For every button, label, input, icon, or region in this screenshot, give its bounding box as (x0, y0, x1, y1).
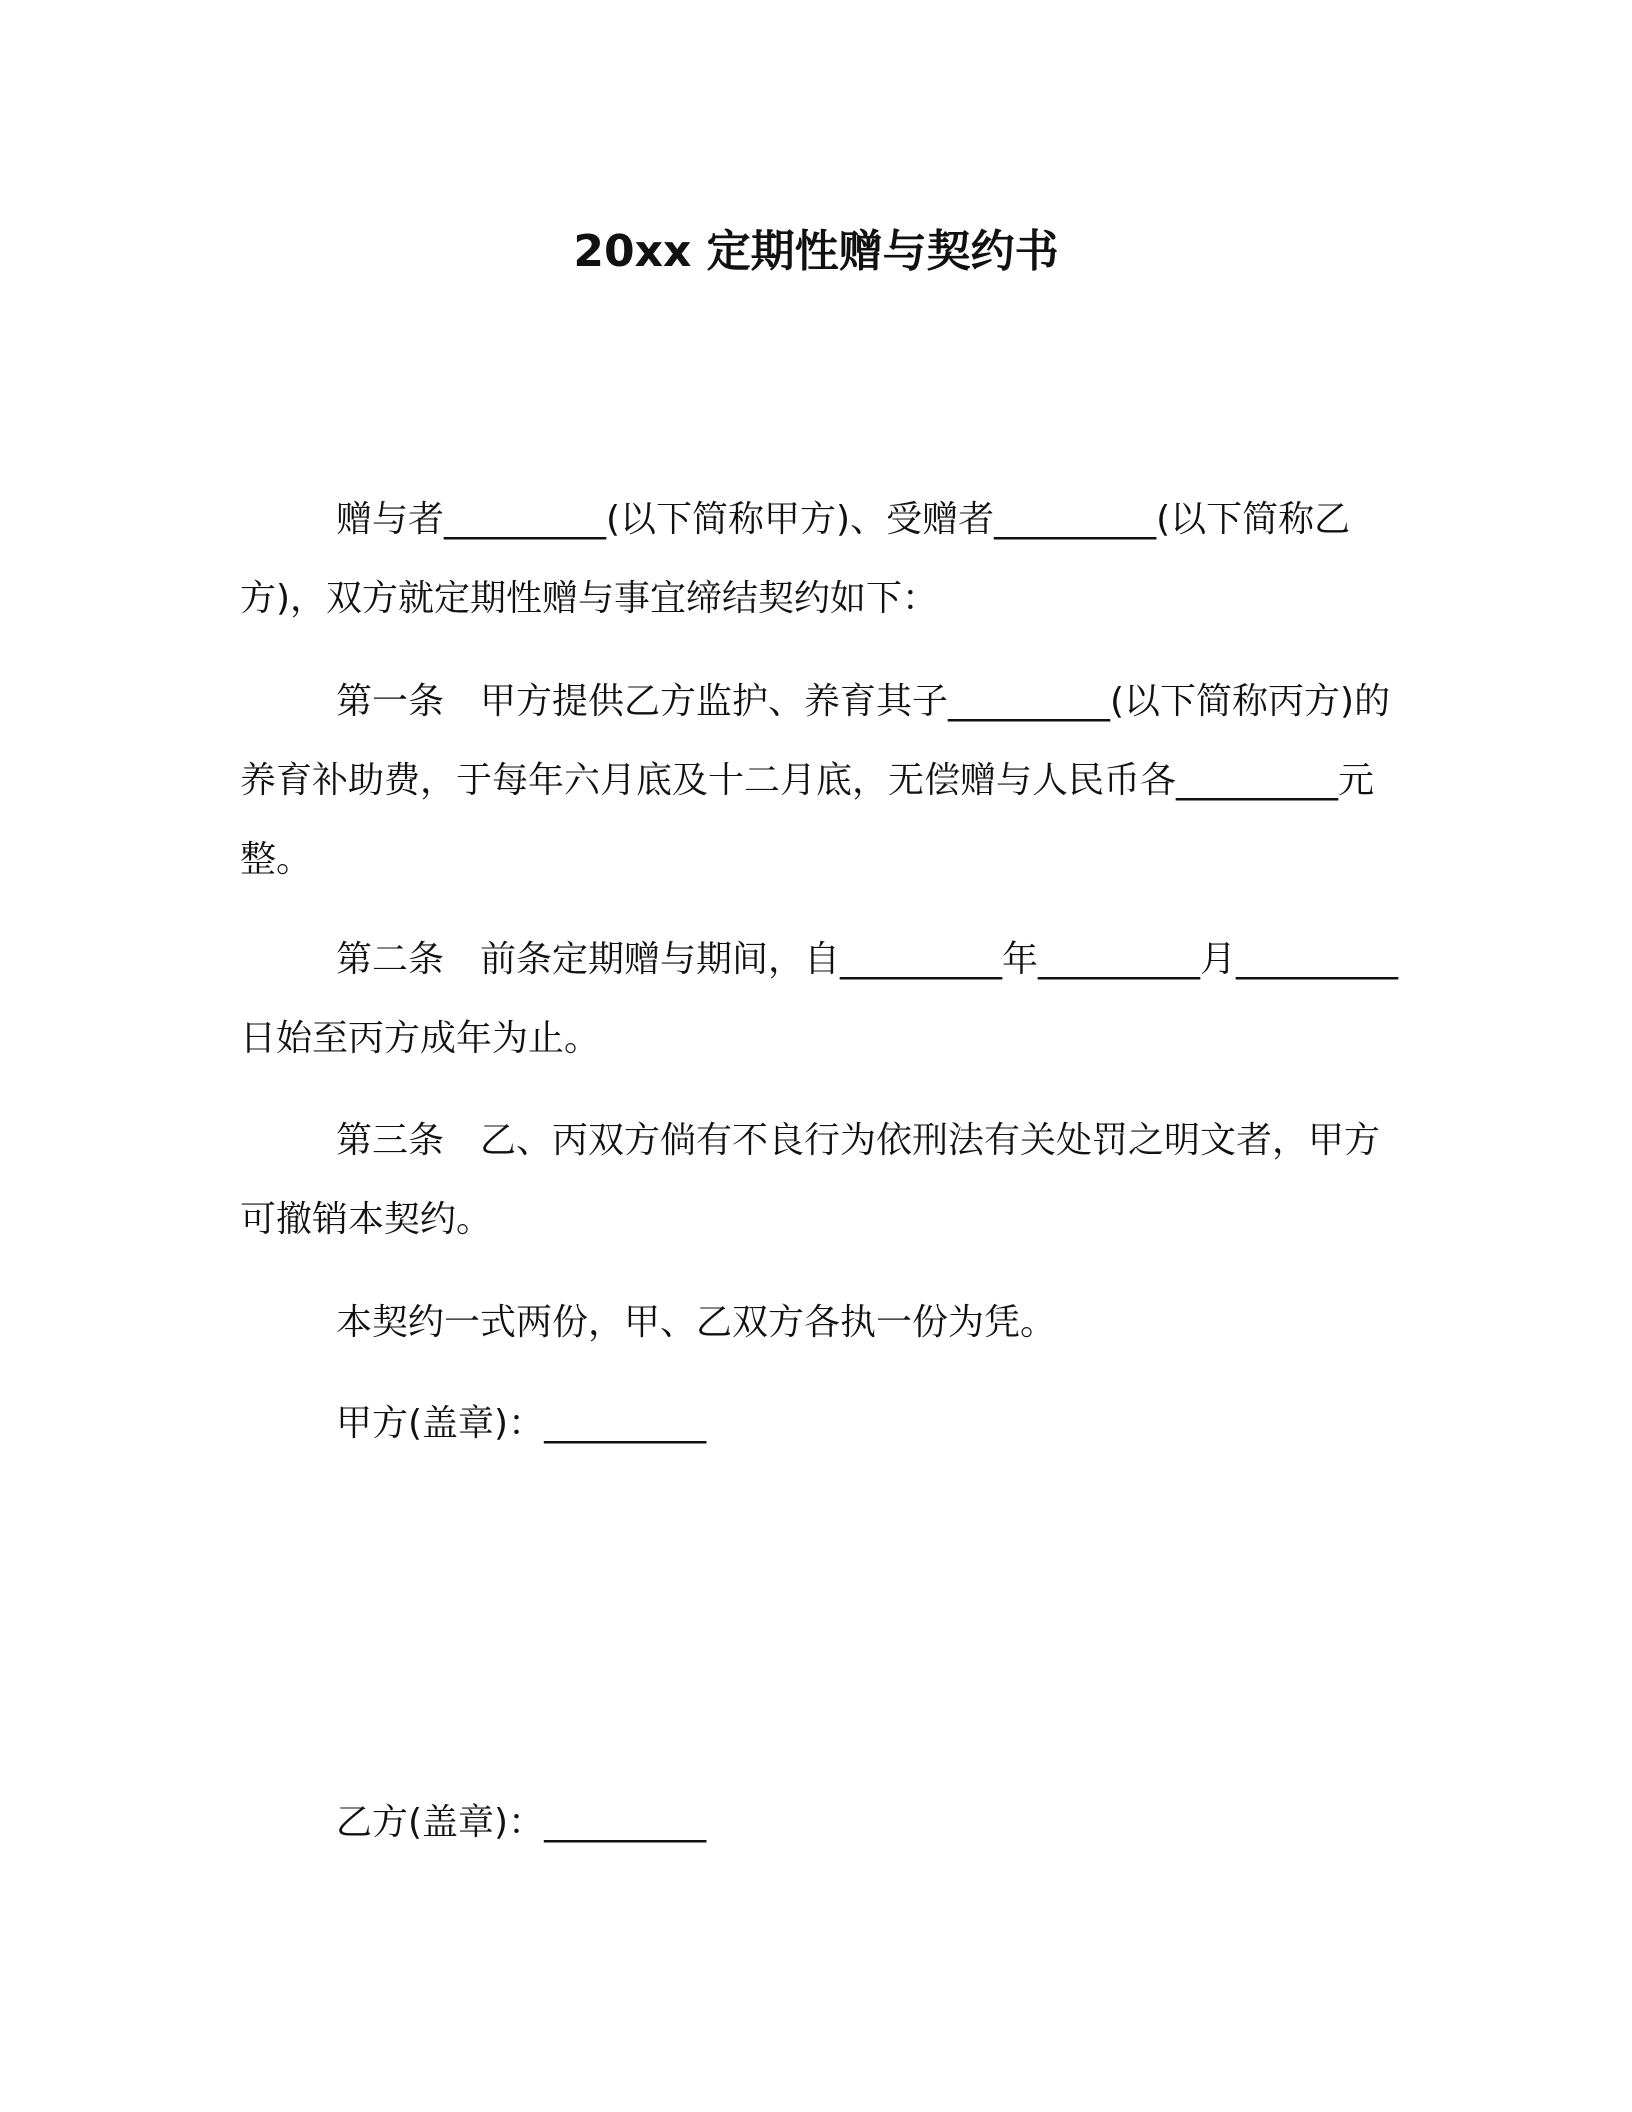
party-b-signature: 乙方(盖章)：_________ (336, 1802, 707, 1843)
party-a-signature: 甲方(盖章)：_________ (336, 1403, 707, 1444)
copies-statement: 本契约一式两份，甲、乙双方各执一份为凭。 (336, 1302, 1057, 1343)
article-3: 第三条 乙、丙双方倘有不良行为依刑法有关处罚之明文者，甲方可撤销本契约。 (240, 1120, 1381, 1240)
article-1: 第一条 甲方提供乙方监护、养育其子_________(以下简称丙方)的养育补助费，于每年六月底及十二月底，无偿赠与人民币各_________元整。 (240, 681, 1391, 880)
intro-paragraph: 赠与者_________(以下简称甲方)、受赠者_________(以下简称乙方)，双方就定期性赠与事宜缔结契约如下： (240, 499, 1351, 619)
article-2: 第二条 前条定期赠与期间，自_________年_________月_________日始至丙方成年为止。 (240, 939, 1399, 1059)
document-title: 20xx 定期性赠与契约书 (573, 226, 1059, 277)
